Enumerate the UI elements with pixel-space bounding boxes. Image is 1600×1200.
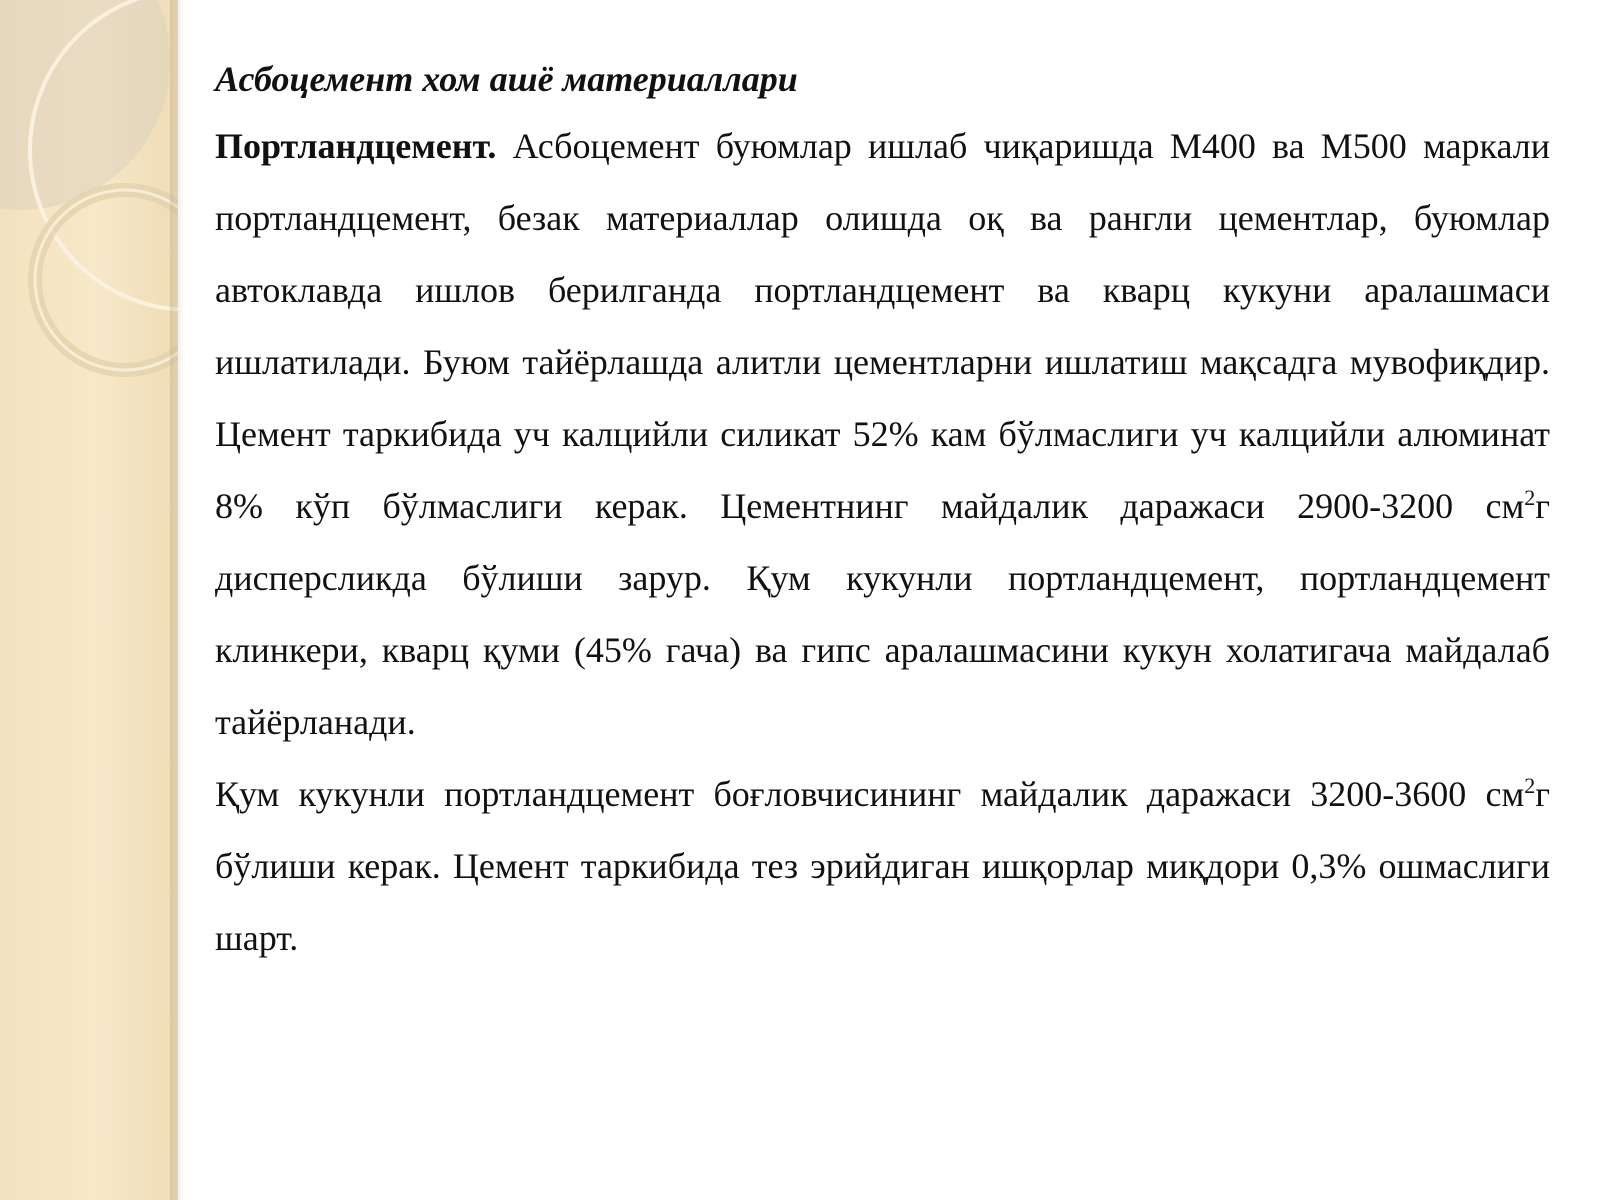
- decor-ring: [35, 190, 178, 370]
- slide-heading: Асбоцемент хом ашё материаллари: [215, 59, 798, 99]
- paragraph-1-text-b: г дисперсликда бўлиши зарур. Қум кукунли портландцемент, портландцемент клинкери, кварц қуми (45% гача) ва гипс аралашмасини кукун холатигача майдалаб тайёрланади.: [215, 486, 1550, 742]
- decorative-side-panel: [0, 0, 178, 1200]
- panel-shadow: [170, 0, 184, 1200]
- paragraph-1: [215, 110, 1550, 758]
- superscript: 2: [1524, 773, 1536, 798]
- paragraph-1-lead: Портландцемент.: [215, 126, 497, 166]
- paragraph-1-text-a: Асбоцемент буюмлар ишлаб чиқаришда М400 ва М500 маркали портландцемент, безак материаллар олишда оқ ва рангли цементлар, буюмлар автоклавда ишлов берилганда портландцемент ва кварц кукуни аралашмаси ишлатилади. Буюм тайёрлашда алитли цементларни ишлатиш мақсадга мувофиқдир. Цемент таркибида уч калцийли силикат 52% кам бўлмаслиги уч калцийли алюминат 8% кўп бўлмаслиги керак. Цементнинг майдалик даражаси 2900-3200 см: [215, 126, 1550, 526]
- slide-content: [215, 48, 1550, 974]
- paragraph-2: [215, 758, 1550, 974]
- superscript: 2: [1524, 485, 1536, 510]
- paragraph-2-text-a: Қум кукунли портландцемент боғловчисининг майдалик даражаси 3200-3600 см: [215, 774, 1525, 814]
- paragraph-2-text-b: г бўлиши керак. Цемент таркибида тез эрийдиган ишқорлар миқдори 0,3% ошмаслиги шарт.: [215, 774, 1550, 958]
